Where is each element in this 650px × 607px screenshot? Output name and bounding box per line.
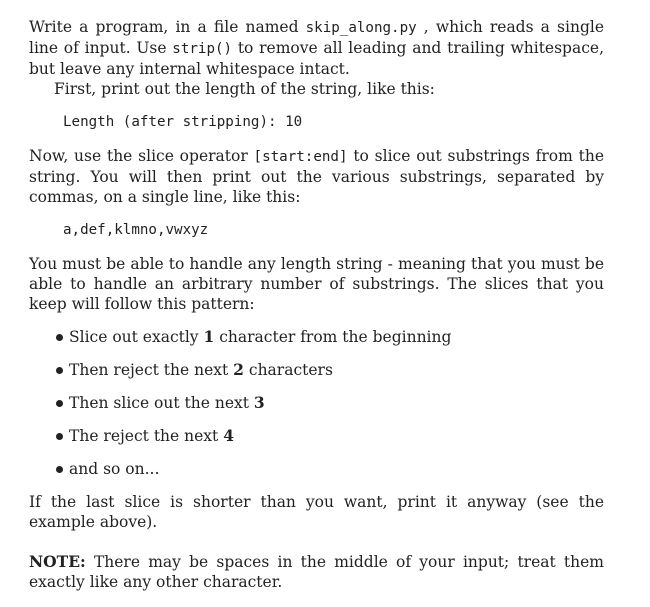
list-item: The reject the next 4 [29, 426, 604, 446]
list-item: Then reject the next 2 characters [29, 360, 604, 380]
note-text: There may be spaces in the middle of your input; treat them exactly like any other character. [29, 553, 604, 591]
slice-operator-code: [start:end] [253, 149, 348, 165]
intro-text-2: , which reads a single line of input. Use [29, 18, 604, 57]
note-paragraph [29, 552, 604, 592]
list-item: Slice out exactly 1 character from the beginning [29, 327, 604, 347]
list-item: Then slice out the next 3 [29, 393, 604, 413]
length-instruction: First, print out the length of the string, like this: [54, 80, 435, 98]
slice-text-2: to slice out substrings from the string. You will then print out the various substrings, separated by commas, on a single line, like this: [29, 147, 604, 206]
slice-text-1: Now, use the slice operator [29, 147, 254, 165]
last-slice-paragraph: If the last slice is shorter than you want, print it anyway (see the example above). [29, 493, 604, 531]
intro-paragraph [29, 17, 604, 79]
filename-code: skip_along.py [305, 20, 417, 36]
intro-text-3: to remove all leading and trailing whitespace, but leave any internal whitespace intact. [29, 39, 604, 78]
substring-output-example: a,def,klmno,vwxyz [63, 222, 209, 238]
strip-function-code: strip() [172, 41, 233, 57]
pattern-list [29, 327, 604, 479]
note-label: NOTE: [29, 552, 86, 571]
intro-text-1: Write a program, in a file named [29, 18, 306, 36]
list-item: and so on... [29, 459, 604, 479]
slice-paragraph [29, 146, 604, 207]
pattern-paragraph: You must be able to handle any length string - meaning that you must be able to handle an arbitrary number of substrings. The slices that you keep will follow this pattern: [29, 255, 604, 313]
length-output-example: Length (after stripping): 10 [63, 114, 303, 130]
